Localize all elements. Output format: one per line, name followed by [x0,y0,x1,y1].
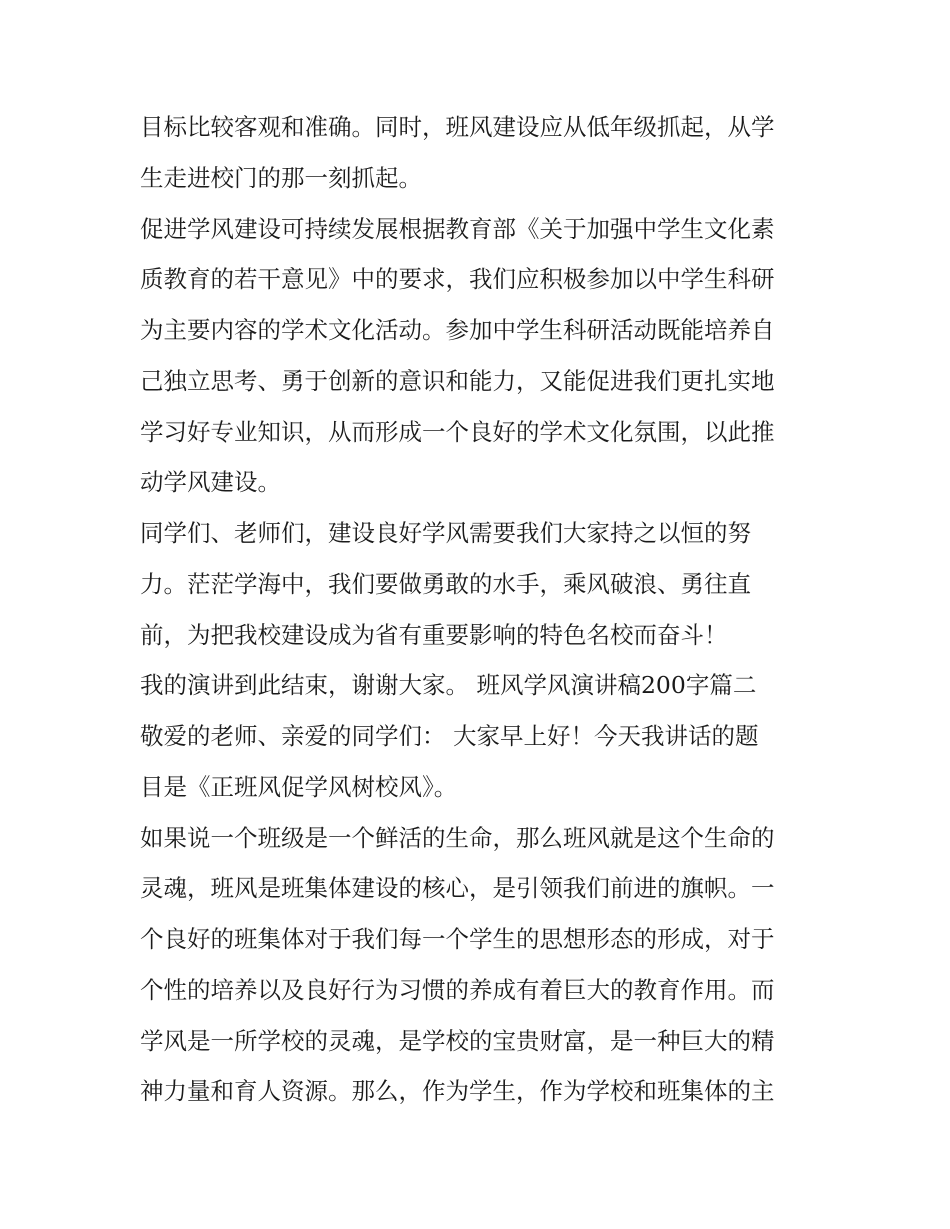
text-line: 生走进校门的那一刻抓起。 [140,163,422,192]
text-line: 目是《正班风促学风树校风》。 [140,772,458,801]
text-line: 灵魂，班风是班集体建设的核心，是引领我们前进的旗帜。一 [140,874,775,903]
text-line: 神力量和育人资源。那么，作为学生，作为学校和班集体的主 [140,1077,775,1106]
text-line: 动学风建设。 [140,468,281,497]
text-line: 己独立思考、勇于创新的意识和能力，又能促进我们更扎实地 [140,366,775,395]
text-line: 为主要内容的学术文化活动。参加中学生科研活动既能培养自 [140,316,775,344]
text-line: 如果说一个班级是一个鲜活的生命，那么班风就是这个生命的 [140,823,775,852]
text-line: 个性的培养以及良好行为习惯的养成有着巨大的教育作用。而 [140,975,775,1004]
text-line: 目标比较客观和准确。同时，班风建设应从低年级抓起，从学 [140,113,775,141]
text-line: 学习好专业知识，从而形成一个良好的学术文化氛围，以此推 [140,417,775,446]
text-line: 同学们、老师们，建设良好学风需要我们大家持之以恒的努 [140,519,751,547]
text-line: 力。茫茫学海中，我们要做勇敢的水手，乘风破浪、勇往直 [140,569,751,598]
text-line: 学风是一所学校的灵魂，是学校的宝贵财富，是一种巨大的精 [140,1026,775,1055]
text-line: 我的演讲到此结束，谢谢大家。 班风学风演讲稿200字篇二 [140,671,757,700]
text-line: 敬爱的老师、亲爱的同学们： 大家早上好！今天我讲话的题 [140,722,759,750]
text-line: 个良好的班集体对于我们每一个学生的思想形态的形成，对于 [140,925,775,953]
body-text [140,102,820,1117]
text-line: 促进学风建设可持续发展根据教育部《关于加强中学生文化素 [140,214,775,243]
text-line: 前，为把我校建设成为省有重要影响的特色名校而奋斗！ [140,620,728,649]
text-line: 质教育的若干意见》中的要求，我们应积极参加以中学生科研 [140,265,775,294]
